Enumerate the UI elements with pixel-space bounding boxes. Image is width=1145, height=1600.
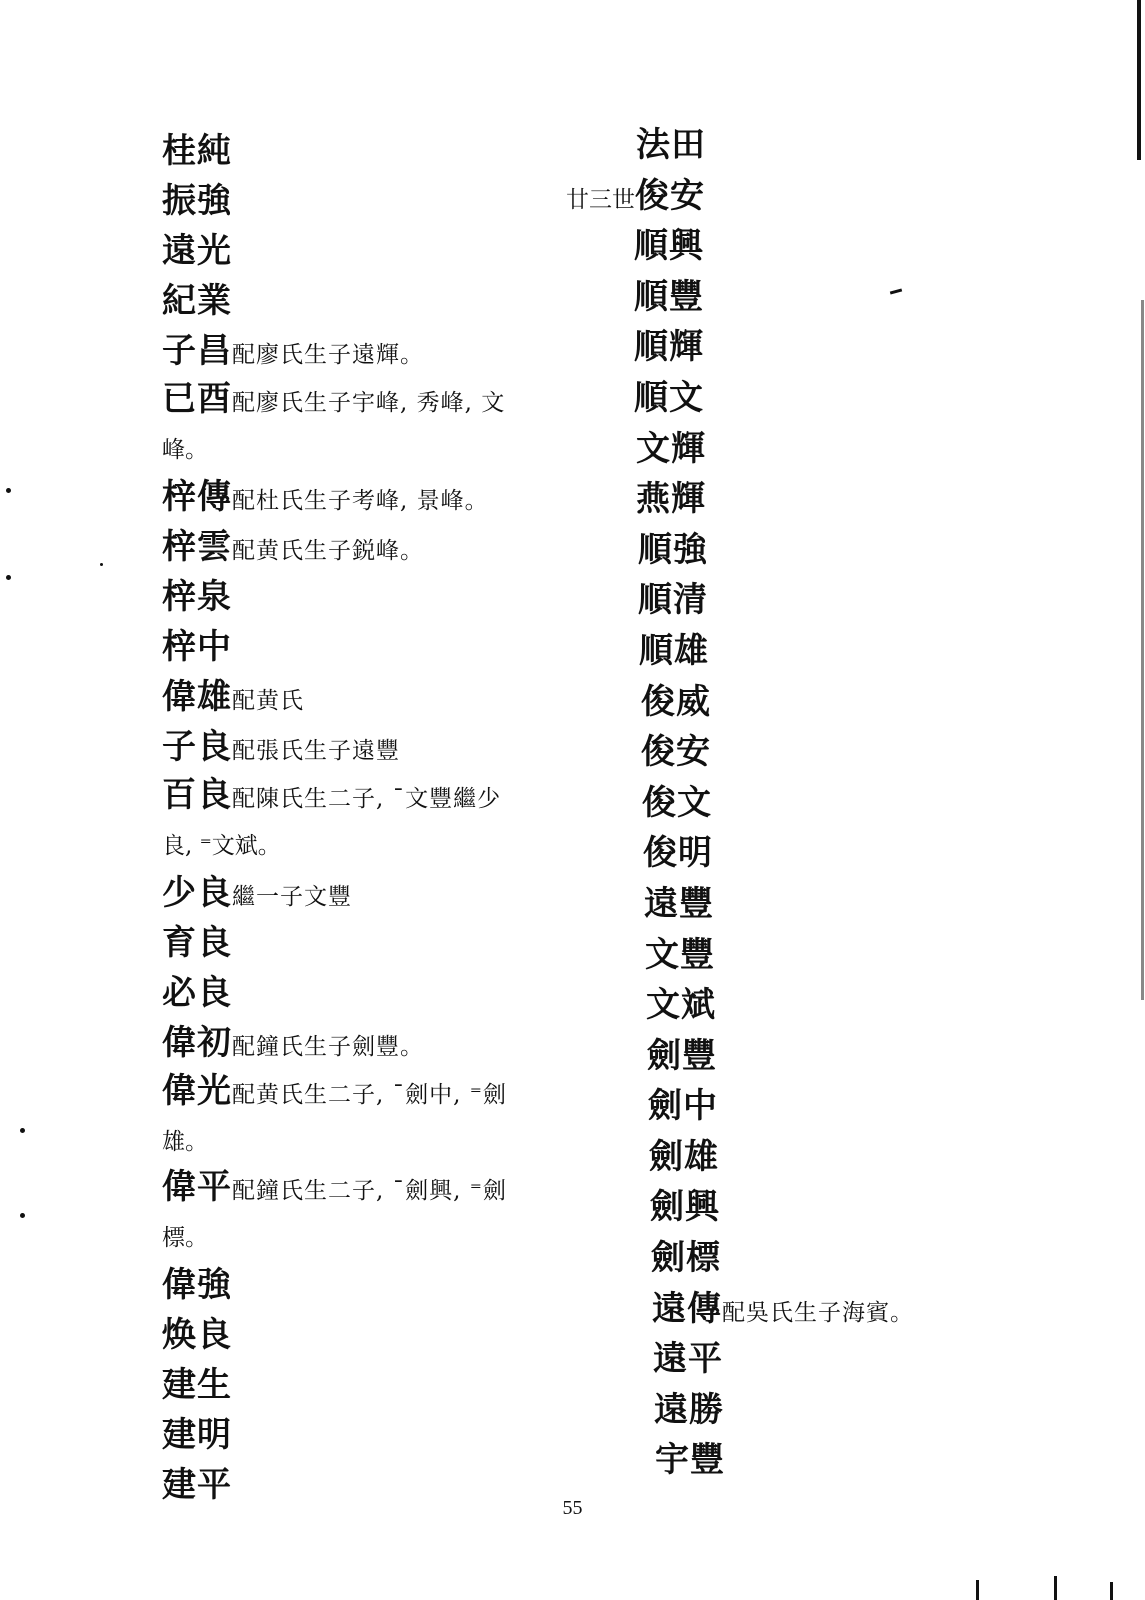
genealogy-entry [566, 1385, 1086, 1436]
genealogy-entry [162, 1310, 562, 1360]
person-name: 偉光 [162, 1071, 232, 1111]
person-name: 文輝 [636, 428, 706, 469]
person-note: 繼一子文豐 [232, 884, 352, 910]
genealogy-entry [162, 376, 562, 472]
genealogy-entry [566, 120, 1086, 171]
genealogy-entry [162, 176, 562, 226]
person-note-continued: 標。 [162, 1225, 208, 1251]
person-name: 偉平 [162, 1167, 232, 1207]
person-name: 遠傳 [652, 1288, 722, 1329]
genealogy-entry [162, 772, 562, 868]
person-name: 俊文 [642, 782, 712, 823]
person-note: 配廖氏生子遠輝。 [232, 342, 424, 368]
genealogy-entry [566, 677, 1086, 728]
genealogy-entry [162, 622, 562, 672]
genealogy-entry [566, 171, 1086, 222]
person-name: 俊安 [635, 175, 705, 216]
person-note: 配黄氏生子鋭峰。 [232, 538, 424, 564]
scan-speck [6, 488, 11, 493]
person-name: 偉雄 [162, 677, 232, 717]
person-name: 劍中 [648, 1086, 718, 1127]
person-note: 配鐘氏生子劍豐。 [232, 1034, 424, 1060]
person-name: 焕良 [162, 1315, 232, 1355]
person-name: 順豐 [634, 276, 704, 317]
person-name: 順輝 [634, 327, 704, 368]
person-name: 劍雄 [649, 1136, 719, 1177]
genealogy-entry [162, 1164, 562, 1260]
person-name: 俊威 [641, 681, 711, 722]
scan-speck [20, 1128, 25, 1133]
person-name: 育良 [162, 923, 232, 963]
person-note-continued: 雄。 [162, 1129, 208, 1155]
genealogy-entry [566, 474, 1086, 525]
person-name: 遠光 [162, 231, 232, 271]
person-name: 劍興 [650, 1187, 720, 1228]
scan-speck [6, 575, 11, 580]
genealogy-entry [566, 1435, 1086, 1486]
person-name: 梓雲 [162, 527, 232, 567]
scan-edge-mark [1137, 0, 1141, 160]
person-name: 遠豐 [644, 883, 714, 924]
genealogy-entry [566, 778, 1086, 829]
person-note: 配張氏生子遠豐 [232, 738, 400, 764]
person-name: 順文 [634, 377, 704, 418]
person-name: 順雄 [639, 630, 709, 671]
person-name: 劍標 [651, 1238, 721, 1279]
generation-label: 廿三世 [566, 186, 635, 213]
person-note: 配廖氏生子宇峰, 秀峰, 文 [232, 390, 506, 416]
person-name: 子良 [162, 727, 232, 767]
person-name: 法田 [636, 125, 706, 165]
genealogy-entry [566, 1334, 1086, 1385]
genealogy-entry [162, 1360, 562, 1410]
genealogy-entry [566, 221, 1086, 272]
genealogy-entry [566, 373, 1086, 424]
genealogy-entry [566, 828, 1086, 879]
scan-speck [20, 1213, 25, 1218]
person-note: 配吳氏生子海賓。 [722, 1299, 914, 1326]
genealogy-entry [162, 868, 562, 918]
person-name: 順強 [638, 529, 708, 570]
genealogy-entry [566, 1132, 1086, 1183]
person-name: 少良 [162, 873, 232, 913]
genealogy-entry [566, 626, 1086, 677]
scan-edge-mark [976, 1580, 979, 1600]
person-name: 遠勝 [654, 1389, 724, 1430]
scan-edge-mark [1054, 1576, 1057, 1600]
person-name: 俊安 [641, 732, 711, 773]
person-name: 燕輝 [636, 479, 706, 520]
scan-edge-mark [1141, 300, 1144, 1000]
person-name: 遠平 [653, 1339, 723, 1380]
genealogy-entry [162, 572, 562, 622]
person-name: 俊明 [643, 833, 713, 874]
genealogy-entry [566, 879, 1086, 930]
person-name: 已酉 [162, 379, 232, 419]
genealogy-entry [162, 472, 562, 522]
genealogy-entry [566, 1284, 1086, 1335]
person-name: 順興 [634, 226, 704, 267]
person-name: 梓泉 [162, 577, 232, 617]
genealogy-entry [162, 226, 562, 276]
person-name: 梓傳 [162, 477, 232, 517]
genealogy-entry [162, 968, 562, 1018]
person-name: 文豐 [645, 934, 715, 975]
person-note-continued: 良, ⁼文斌。 [162, 833, 281, 859]
genealogy-entry [162, 1260, 562, 1310]
person-name: 順清 [638, 580, 708, 621]
person-name: 宇豐 [655, 1440, 725, 1481]
genealogy-entry [162, 672, 562, 722]
genealogy-entry [162, 1068, 562, 1164]
page-number: 55 [562, 1497, 583, 1519]
person-name: 百良 [162, 775, 232, 815]
genealogy-entry [566, 1031, 1086, 1082]
person-name: 建平 [162, 1465, 232, 1505]
genealogy-entry [566, 1081, 1086, 1132]
person-name: 偉強 [162, 1265, 232, 1305]
genealogy-entry [566, 980, 1086, 1031]
person-note-continued: 峰。 [162, 437, 208, 463]
person-name: 偉初 [162, 1023, 232, 1063]
genealogy-entry [566, 727, 1086, 778]
genealogy-entry [162, 722, 562, 772]
person-name: 子昌 [162, 331, 232, 371]
person-name: 文斌 [646, 985, 716, 1026]
genealogy-entry [566, 424, 1086, 475]
genealogy-entry [162, 1018, 562, 1068]
person-note: 配鐘氏生二子, ¯劍興, ⁼劍 [232, 1178, 507, 1204]
left-column [162, 126, 562, 1510]
genealogy-entry [162, 522, 562, 572]
person-name: 建生 [162, 1365, 232, 1405]
person-name: 振強 [162, 181, 232, 221]
person-note: 配杜氏生子考峰, 景峰。 [232, 488, 489, 514]
genealogy-entry [566, 1233, 1086, 1284]
person-name: 建明 [162, 1415, 232, 1455]
genealogy-entry [566, 322, 1086, 373]
genealogy-entry [566, 1182, 1086, 1233]
person-name: 必良 [162, 973, 232, 1013]
right-column [566, 120, 1086, 1486]
genealogy-entry [566, 272, 1086, 323]
person-name: 紀業 [162, 281, 232, 321]
person-name: 桂純 [162, 131, 232, 171]
genealogy-entry [566, 525, 1086, 576]
person-name: 梓中 [162, 627, 232, 667]
genealogy-entry [162, 326, 562, 376]
scan-speck [100, 563, 103, 566]
genealogy-entry [162, 1410, 562, 1460]
genealogy-entry [566, 930, 1086, 981]
person-name: 劍豐 [647, 1035, 717, 1076]
genealogy-entry [162, 276, 562, 326]
genealogy-entry [162, 126, 562, 176]
person-note: 配黄氏生二子, ¯劍中, ⁼劍 [232, 1082, 507, 1108]
person-note: 配黄氏 [232, 688, 304, 714]
genealogy-entry [566, 575, 1086, 626]
genealogy-entry [162, 918, 562, 968]
scan-edge-mark [1110, 1582, 1113, 1600]
person-note: 配陳氏生二子, ¯文豐繼少 [232, 786, 502, 812]
